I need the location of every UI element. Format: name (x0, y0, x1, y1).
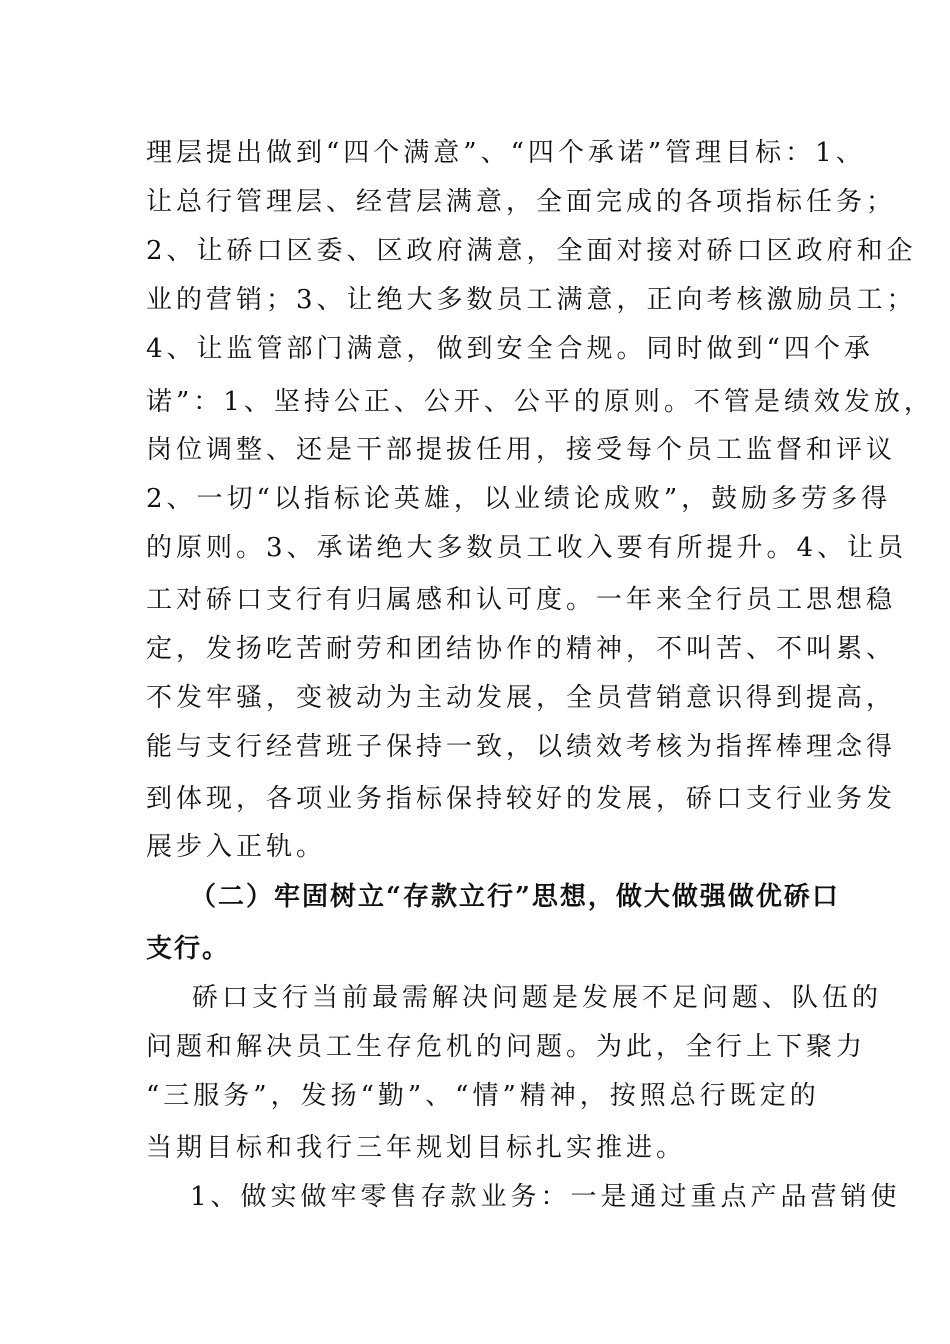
body-text-line: 当期目标和我行三年规划目标扎实推进。 (146, 1133, 687, 1163)
body-text-line: 业的营销；3、让绝大多数员工满意，正向考核激励员工； (146, 285, 917, 315)
section-heading-continuation: 支行。 (146, 934, 231, 964)
body-text-line: “三服务”，发扬“勤”、“情”精神，按照总行既定的 (146, 1081, 820, 1111)
section-heading: （二）牢固树立“存款立行”思想，做大做强做优硚口 (190, 882, 840, 912)
body-text-line: 到体现，各项业务指标保持较好的发展，硚口支行业务发 (146, 784, 897, 814)
body-text-line: 2、一切“以指标论英雄，以业绩论成败”，鼓励多劳多得 (146, 484, 892, 514)
body-text-line: 2、让硚口区委、区政府满意，全面对接对硚口区政府和企 (146, 236, 917, 266)
body-text-line: 岗位调整、还是干部提拔任用，接受每个员工监督和评议 (146, 435, 897, 465)
paragraph-first-line: 硚口支行当前最需解决问题是发展不足问题、队伍的 (192, 983, 883, 1013)
paragraph-first-line: 1、做实做牢零售存款业务：一是通过重点产品营销使 (190, 1182, 901, 1212)
body-text-line: 不发牢骚，变被动为主动发展，全员营销意识得到提高， (146, 683, 897, 713)
body-text-line: 4、让监管部门满意，做到安全合规。同时做到“四个承 (146, 334, 874, 364)
body-text-line: 诺”：1、坚持公正、公开、公平的原则。不管是绩效发放， (146, 387, 934, 417)
body-text-line: 展步入正轨。 (146, 832, 327, 862)
body-text-line: 让总行管理层、经营层满意，全面完成的各项指标任务； (146, 187, 897, 217)
body-text-line: 能与支行经营班子保持一致，以绩效考核为指挥棒理念得 (146, 732, 897, 762)
body-text-line: 工对硚口支行有归属感和认可度。一年来全行员工思想稳 (146, 585, 897, 615)
body-text-line: 的原则。3、承诺绝大多数员工收入要有所提升。4、让员 (146, 533, 908, 563)
body-text-line: 定，发扬吃苦耐劳和团结协作的精神，不叫苦、不叫累、 (146, 634, 897, 664)
body-text-line: 问题和解决员工生存危机的问题。为此，全行上下聚力 (146, 1032, 867, 1062)
body-text-line: 理层提出做到“四个满意”、“四个承诺”管理目标：1、 (146, 138, 866, 168)
